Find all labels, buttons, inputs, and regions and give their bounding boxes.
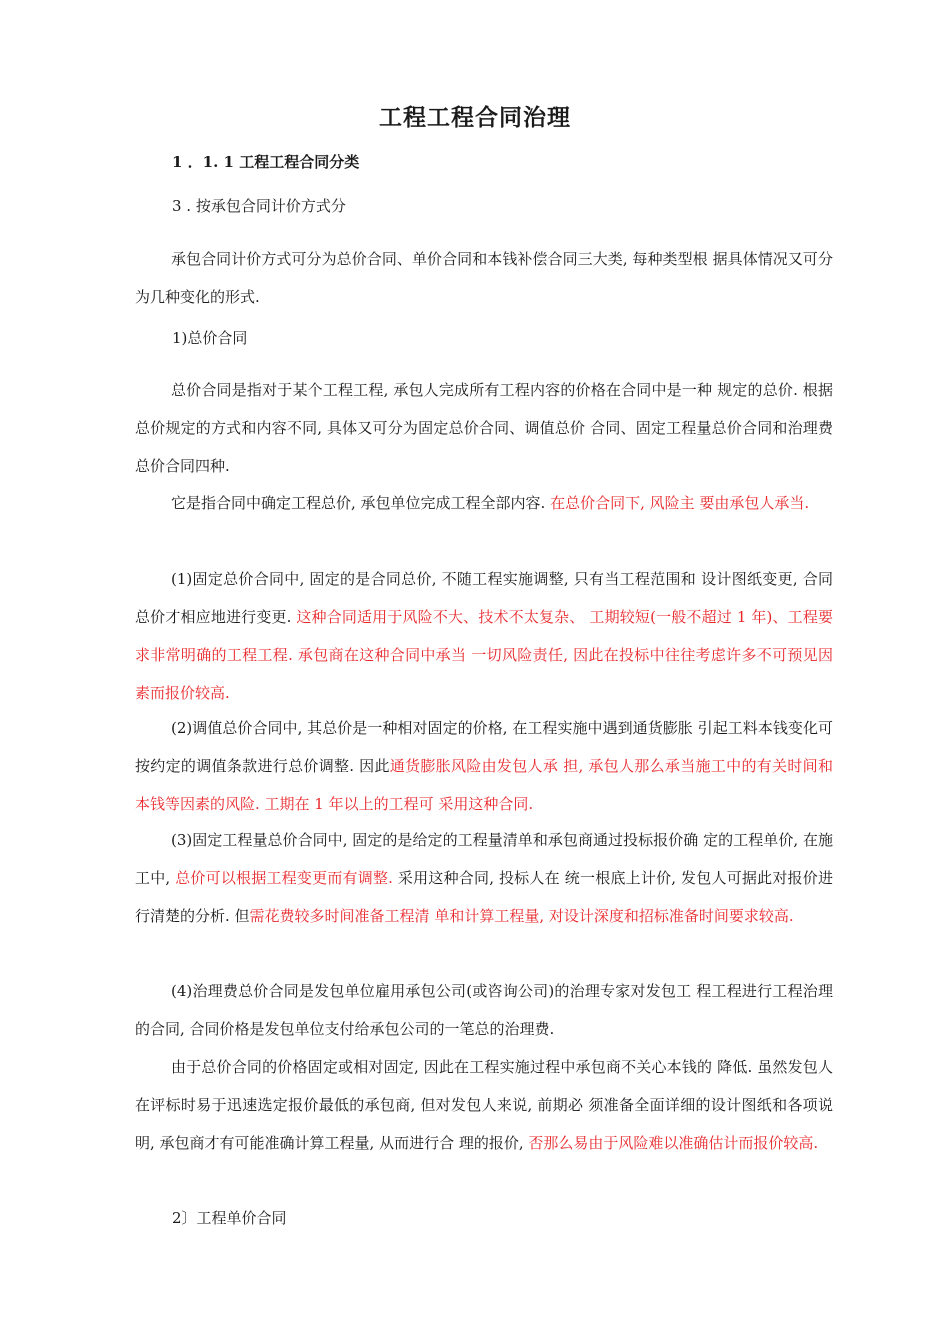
fixed-quantity-paragraph <box>135 821 833 935</box>
risk-emphasis: 在总价合同下, 风险主 要由承包人承当. <box>550 494 810 512</box>
summary-paragraph <box>135 1048 833 1162</box>
quantity-text-1: (3)固定工程量总价合同中, 固定的是给定的工程量清单和承包商通过投标报价确 定的工程单价, 在施工中, <box>135 831 833 887</box>
subsection-heading: 3 . 按承包合同计价方式分 <box>172 197 346 215</box>
section-heading: 1 ．1. 1 工程工程合同分类 <box>172 153 360 171</box>
risk-text: 它是指合同中确定工程总价, 承包单位完成工程全部内容. <box>171 494 551 512</box>
adjustable-total-price-paragraph <box>135 709 833 823</box>
fixed-total-price-paragraph <box>135 560 833 712</box>
adjust-emphasis: 通货膨胀风险由发包人承 担, 承包人那么承当施工中的有关时间和本钱等因素的风险. 工期在 1 年以上的工程可 采用这种合同. <box>135 757 833 813</box>
total-price-definition-paragraph: 总价合同是指对于某个工程工程, 承包人完成所有工程内容的价格在合同中是一种 规定的总价. 根据总价规定的方式和内容不同, 具体又可分为固定总价合同、调值总价 合同、固定工程量总价合同和治理费总价合同四种. <box>135 381 833 475</box>
fixed-text: (1)固定总价合同中, 固定的是合同总价, 不随工程实施调整, 只有当工程范围和 设计图纸变更, 合同总价才相应地进行变更. <box>135 570 833 626</box>
summary-text: 由于总价合同的价格固定或相对固定, 因此在工程实施过程中承包商不关心本钱的 降低. 虽然发包人在评标时易于迅速选定报价最低的承包商, 但对发包人来说, 前期必 须准备全面详细的设计图纸和各项说明, 承包商才有可能准确计算工程量, 从而进行合 理的报价, <box>135 1058 833 1152</box>
quantity-emphasis-2: 需花费较多时间准备工程清 单和计算工程量, 对设计深度和招标准备时间要求较高. <box>249 907 794 925</box>
management-fee-paragraph: (4)治理费总价合同是发包单位雇用承包公司(或咨询公司)的治理专家对发包工 程工程进行工程治理的合同, 合同价格是发包单位支付给承包公司的一笔总的治理费. <box>135 982 833 1038</box>
quantity-emphasis-1: 总价可以根据工程变更而有调整. <box>175 869 393 887</box>
risk-paragraph <box>135 484 833 522</box>
adjust-text: (2)调值总价合同中, 其总价是一种相对固定的价格, 在工程实施中遇到通货膨胀 引起工料本钱变化可按约定的调值条款进行总价调整. 因此 <box>135 719 833 775</box>
unit-price-contract-heading: 2〕工程单价合同 <box>172 1209 287 1227</box>
summary-emphasis: 否那么易由于风险难以准确估计而报价较高. <box>528 1134 819 1152</box>
total-price-contract-heading: 1)总价合同 <box>172 329 248 347</box>
quantity-text-2: 采用这种合同, 投标人在 统一根底上计价, 发包人可据此对报价进行清楚的分析. 但 <box>135 869 833 925</box>
fixed-emphasis: 这种合同适用于风险不大、技术不太复杂、 工期较短(一般不超过 1 年)、工程要求非常明确的工程工程. 承包商在这种合同中承当 一切风险责任, 因此在投标中往往考虑许多不可预见因素而报价较高. <box>135 608 833 702</box>
document-title: 工程工程合同治理 <box>379 105 571 131</box>
intro-paragraph: 承包合同计价方式可分为总价合同、单价合同和本钱补偿合同三大类, 每种类型根 据具体情况又可分为几种变化的形式. <box>135 250 833 306</box>
